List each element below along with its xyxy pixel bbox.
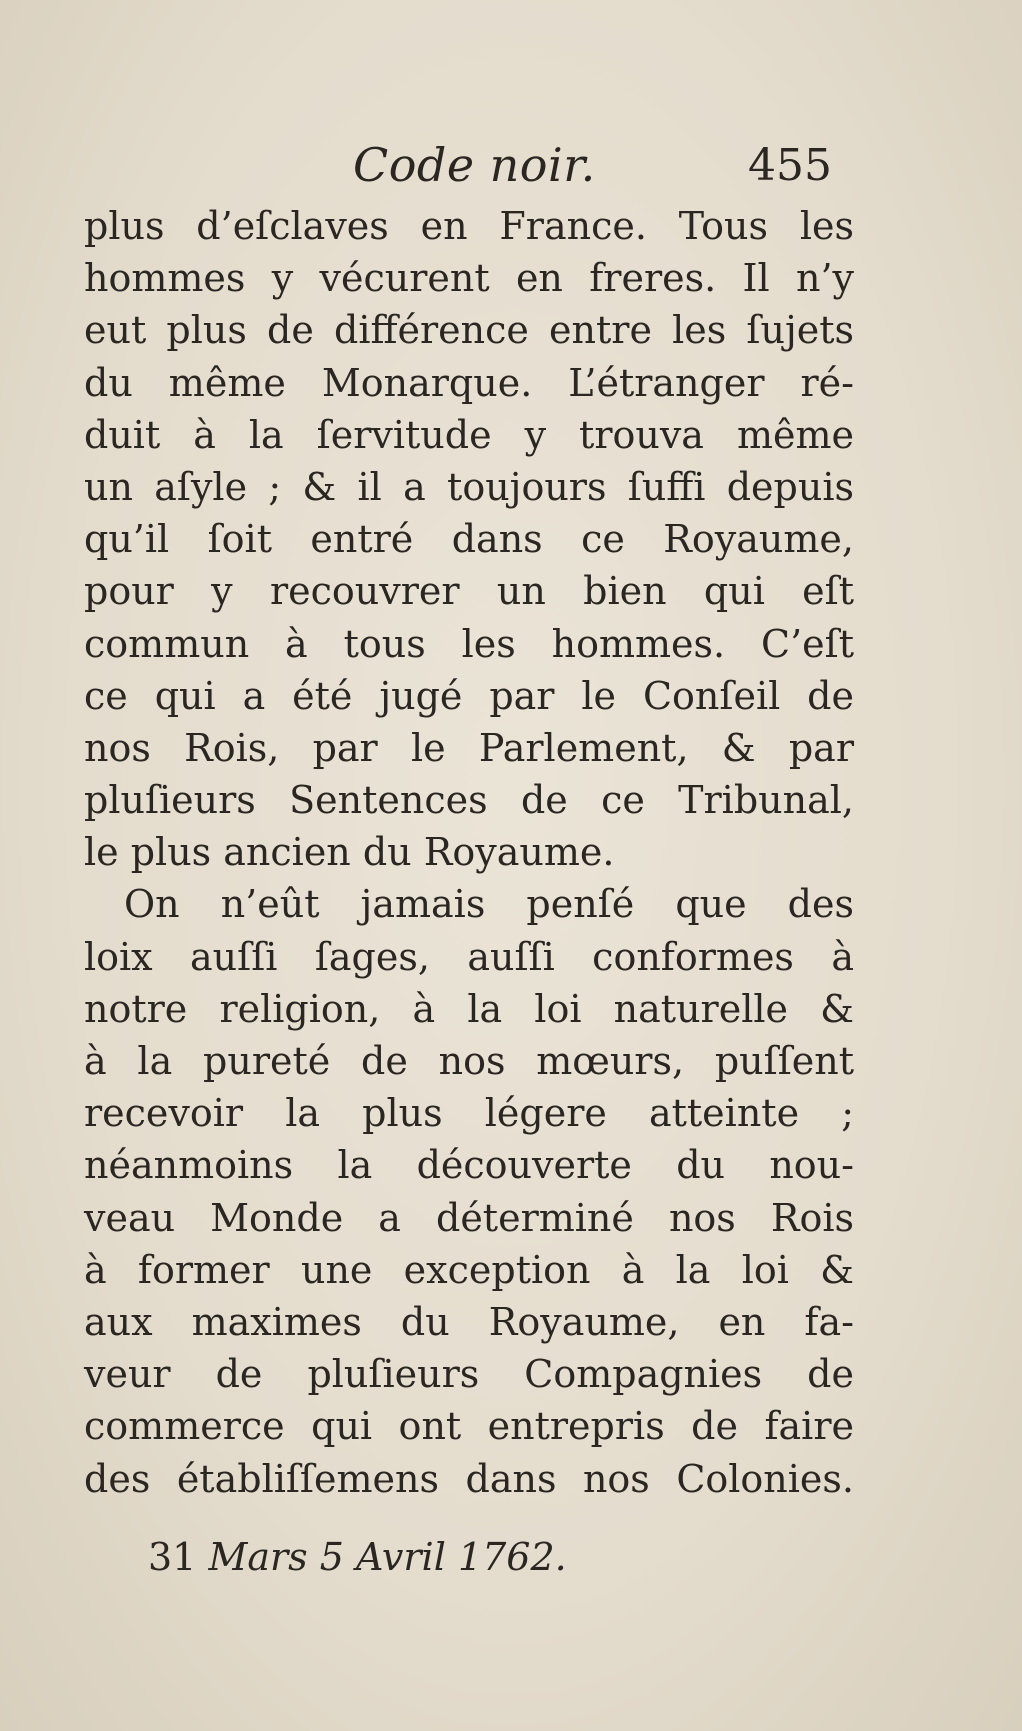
text-line: nos Rois, par le Parlement, & par bbox=[84, 725, 854, 770]
text-line: recevoir la plus légere atteinte ; bbox=[84, 1091, 854, 1136]
date-month-year: Mars 5 Avril 1762. bbox=[208, 1535, 567, 1579]
text-line: du même Monarque. L’étranger ré- bbox=[84, 360, 854, 405]
text-line: veur de pluſieurs Compagnies de bbox=[84, 1352, 854, 1397]
body-text bbox=[84, 200, 854, 1505]
page-number: 455 bbox=[748, 140, 832, 191]
text-line: loix auſſi ſages, auſſi conformes à bbox=[84, 934, 854, 979]
text-line: pour y recouvrer un bien qui eſt bbox=[84, 569, 854, 614]
running-title: Code noir. bbox=[353, 138, 596, 192]
text-line: aux maximes du Royaume, en fa- bbox=[84, 1299, 854, 1344]
text-line: qu’il ſoit entré dans ce Royaume, bbox=[84, 517, 854, 562]
paragraph-1 bbox=[84, 200, 854, 878]
date-day: 31 bbox=[148, 1535, 197, 1579]
text-line: un aſyle ; & il a toujours ſuffi depuis bbox=[84, 464, 854, 509]
text-line: à former une exception à la loi & bbox=[84, 1247, 854, 1292]
text-line: veau Monde a déterminé nos Rois bbox=[84, 1195, 854, 1240]
text-line: plus d’eſclaves en France. Tous les bbox=[84, 204, 854, 248]
paragraph-2 bbox=[84, 878, 854, 1504]
text-line: notre religion, à la loi naturelle & bbox=[84, 986, 854, 1031]
text-line: le plus ancien du Royaume. bbox=[84, 830, 615, 875]
text-line: néanmoins la découverte du nou- bbox=[84, 1143, 854, 1188]
text-line: duit à la ſervitude y trouva même bbox=[84, 412, 854, 457]
text-line: commerce qui ont entrepris de faire bbox=[84, 1404, 854, 1449]
text-line: eut plus de différence entre les ſujets bbox=[84, 308, 854, 353]
text-line: hommes y vécurent en freres. Il n’y bbox=[84, 256, 854, 301]
text-line: des établiſſemens dans nos Colonies. bbox=[84, 1456, 854, 1501]
text-line: à la pureté de nos mœurs, puſſent bbox=[84, 1039, 854, 1083]
text-line: commun à tous les hommes. C’eſt bbox=[84, 621, 854, 666]
date-line bbox=[148, 1531, 567, 1583]
text-line: On n’eût jamais penſé que des bbox=[124, 882, 854, 927]
text-line: ce qui a été jugé par le Conſeil de bbox=[84, 673, 854, 718]
page-header bbox=[80, 138, 860, 198]
text-line: pluſieurs Sentences de ce Tribunal, bbox=[84, 778, 854, 823]
